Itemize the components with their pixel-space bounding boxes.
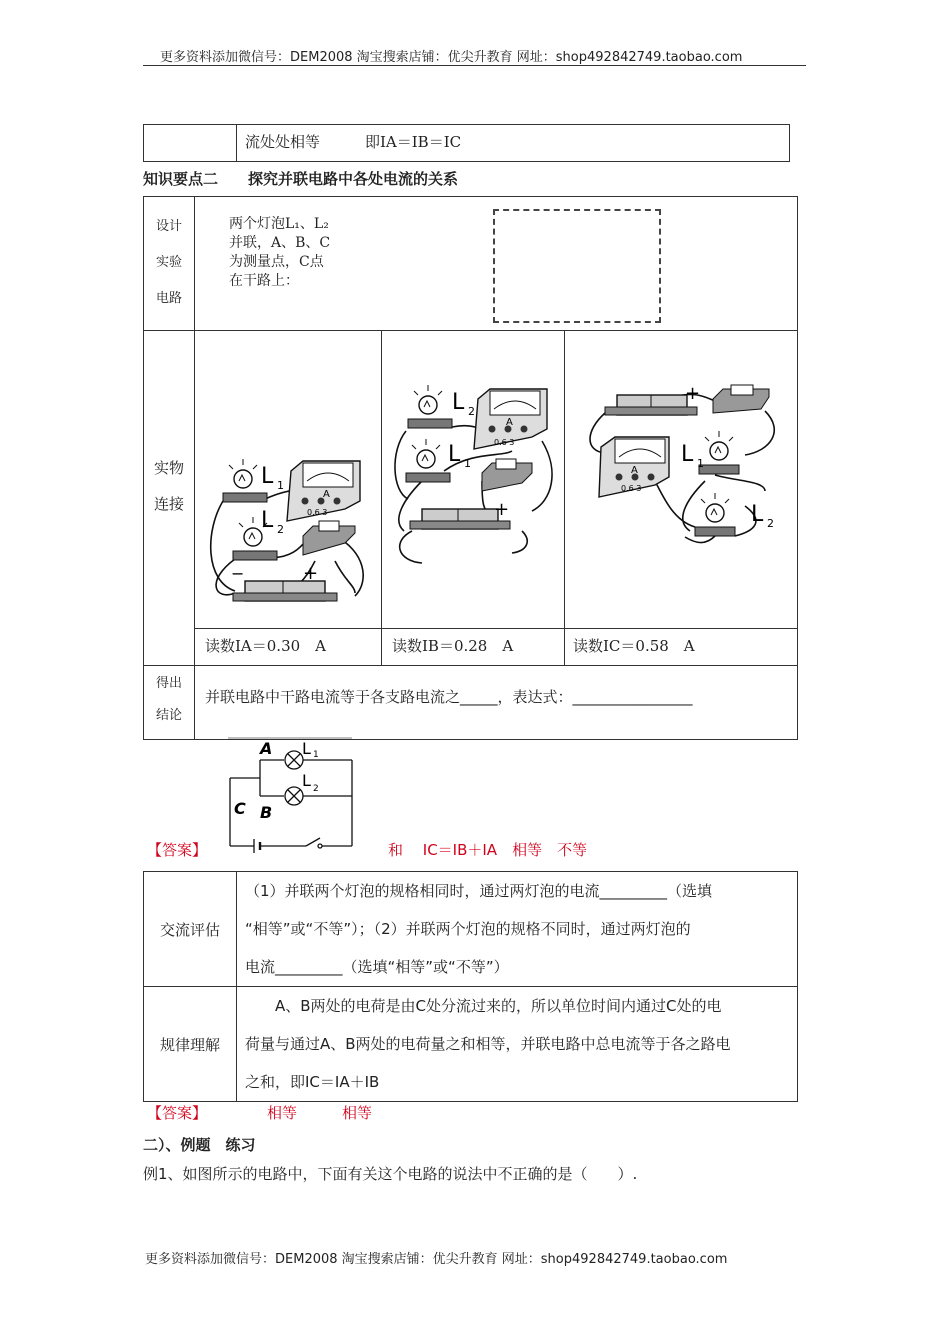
readout-1: 读数IA＝0.30 A	[205, 637, 326, 655]
exchange-line-1: （1）并联两个灯泡的规格相同时，通过两灯泡的电流_________（选填	[245, 882, 713, 900]
point-a-label: A	[260, 739, 273, 758]
conclusion-label-cell	[144, 666, 195, 740]
diagram-l1: L	[302, 739, 311, 758]
top-row-table	[143, 124, 790, 162]
battery-minus: −	[231, 564, 245, 583]
rule-label: 规律理解	[159, 1035, 220, 1054]
rule-label-cell	[144, 987, 237, 1102]
point-b-label: B	[260, 803, 273, 822]
answer-1-tag: 【答案】	[147, 841, 208, 859]
exchange-label: 交流评估	[159, 920, 220, 939]
page-header: 更多资料添加微信号：DEM2008 淘宝搜索店铺：优尖升教育 网址：shop492842749.taobao.com	[160, 50, 743, 65]
wire	[685, 536, 715, 543]
physical-label-2: 连接	[153, 495, 184, 513]
ammeter-scale: 0.6 3	[307, 508, 328, 517]
wire	[532, 441, 552, 511]
top-row-label-cell	[144, 125, 237, 162]
discussion-table	[143, 871, 798, 1102]
ammeter-label: A	[323, 489, 330, 500]
lamp-l1-icon	[699, 431, 739, 474]
ammeter-scale: 0.6 3	[621, 484, 642, 493]
design-label-cell	[144, 197, 195, 331]
lamp-l2-icon	[408, 385, 452, 428]
wire	[395, 431, 408, 499]
label-l1: L	[261, 464, 274, 489]
switch-icon	[303, 521, 355, 555]
design-label-3: 电路	[155, 291, 182, 306]
examples-title: 二）、例题 练习	[143, 1136, 256, 1154]
rule-line-3: 之和，即IC＝IA＋IB	[245, 1073, 380, 1091]
conclusion-text: 并联电路中干路电流等于各支路电流之_____，表达式：________________	[205, 688, 693, 706]
top-row-content: 流处处相等 即IA＝IB＝IC	[245, 133, 462, 151]
design-desc-4: 在干路上：	[229, 273, 299, 289]
panel-2-cell	[382, 331, 565, 629]
top-row-content-cell	[237, 125, 790, 162]
readout-2: 读数IB＝0.28 A	[392, 637, 514, 655]
battery-plus: +	[494, 499, 510, 520]
label-l2: L	[261, 508, 274, 533]
answer-1-text: 和 IC＝IB＋IA 相等 不等	[388, 841, 588, 859]
readout-3-cell	[565, 629, 798, 666]
conclusion-label-2: 结论	[155, 708, 182, 723]
circuit-photo-1	[195, 331, 381, 629]
point-c-label: C	[234, 799, 246, 818]
design-label-1: 设计	[155, 219, 182, 234]
diagram-l1-sub: 1	[313, 750, 319, 760]
label-l2: L	[751, 502, 764, 527]
ammeter-label: A	[631, 465, 638, 476]
exchange-line-3: 电流_________（选填“相等”或“不等”）	[245, 958, 509, 976]
label-l2-sub: 2	[767, 517, 774, 530]
design-content-cell	[195, 197, 798, 331]
design-label-2: 实验	[155, 255, 182, 270]
label-l2-sub: 2	[277, 523, 284, 536]
wire	[715, 475, 765, 491]
rule-content-cell	[237, 987, 798, 1102]
label-l2: L	[452, 390, 465, 415]
battery-plus: +	[303, 563, 319, 584]
lamp-l1-icon	[406, 439, 450, 482]
example-1-question: 例1、如图所示的电路中，下面有关这个电路的说法中不正确的是（ ）.	[143, 1165, 638, 1183]
switch-icon	[713, 385, 769, 413]
exchange-line-2: “相等”或“不等”）；（2）并联两个灯泡的规格不同时，通过两灯泡的	[245, 920, 691, 938]
label-l1-sub: 1	[697, 457, 704, 470]
wire	[655, 481, 695, 527]
parallel-circuit-diagram	[220, 736, 370, 856]
conclusion-label-1: 得出	[155, 676, 182, 691]
label-l1-sub: 1	[277, 479, 284, 492]
page-footer: 更多资料添加微信号：DEM2008 淘宝搜索店铺：优尖升教育 网址：shop492842749.taobao.com	[145, 1252, 728, 1267]
rule-line-2: 荷量与通过A、B两处的电荷量之和相等，并联电路中总电流等于各之路电	[245, 1035, 731, 1053]
diagram-l2-sub: 2	[313, 784, 319, 794]
ammeter-label: A	[506, 417, 513, 428]
experiment-table	[143, 196, 798, 740]
answer-2-text: 相等 相等	[222, 1104, 373, 1122]
section-title: 知识要点二 探究并联电路中各处电流的关系	[143, 170, 459, 188]
header-divider	[143, 65, 806, 66]
exchange-content-cell	[237, 872, 798, 987]
panel-1-cell	[195, 331, 382, 629]
diagram-l2: L	[302, 771, 311, 790]
label-l2-sub: 2	[468, 405, 475, 418]
answer-2-tag: 【答案】	[147, 1104, 208, 1122]
panel-3-cell	[565, 331, 798, 629]
rule-line-1: A、B两处的电荷是由C处分流过来的，所以单位时间内通过C处的电	[245, 997, 722, 1015]
circuit-photo-2	[382, 331, 564, 629]
wire	[335, 561, 355, 593]
wire	[400, 531, 422, 563]
readout-1-cell	[195, 629, 382, 666]
readout-3: 读数IC＝0.58 A	[573, 637, 695, 655]
circuit-photo-3	[565, 331, 797, 629]
label-l1: L	[681, 442, 694, 467]
label-l1: L	[448, 442, 461, 467]
ammeter-scale: 0.6 3	[494, 438, 515, 447]
exchange-label-cell	[144, 872, 237, 987]
design-desc-1: 两个灯泡L₁、L₂	[229, 216, 329, 232]
battery-plus: +	[685, 383, 701, 404]
circuit-drawing-box	[493, 209, 661, 323]
wire	[745, 411, 774, 455]
design-desc-2: 并联，A、B、C	[229, 235, 331, 251]
physical-label-cell	[144, 331, 195, 666]
battery-icon	[233, 581, 337, 601]
wire	[512, 531, 527, 553]
conclusion-content-cell	[195, 666, 798, 740]
readout-2-cell	[382, 629, 565, 666]
label-l1-sub: 1	[464, 457, 471, 470]
physical-label-1: 实物	[153, 459, 184, 477]
lamp-l2-icon	[695, 493, 735, 536]
battery-icon	[605, 395, 697, 415]
switch-icon	[482, 459, 532, 491]
design-desc-3: 为测量点，C点	[229, 254, 324, 270]
